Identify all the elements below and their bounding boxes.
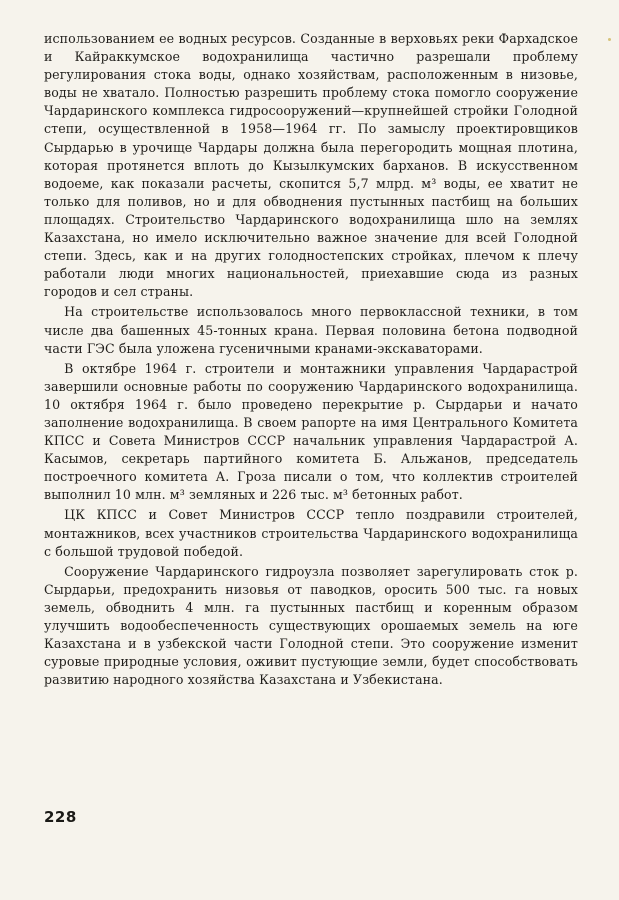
- paragraph-4: ЦК КПСС и Совет Министров СССР тепло поздравили строителей, монтажников, всех участников строительства Чардаринского водохранилища с большой трудовой победой.: [44, 507, 578, 559]
- paper-speck: [608, 38, 611, 41]
- paragraph-2: На строительстве использовалось много первоклассной техники, в том числе два башенных 45-тонных крана. Первая половина бетона подводной части ГЭС была уложена гусеничными кранами-экскаваторами.: [44, 304, 578, 356]
- page-number: 228: [44, 808, 77, 826]
- paragraph-5: Сооружение Чардаринского гидроузла позволяет зарегулировать сток р. Сырдарьи, предохранить низовья от паводков, оросить 500 тыс. га новых земель, обводнить 4 млн. га пустынных пастбищ и коренным образом улучшить водообеспеченность существующих орошаемых земель на юге Казахстана и в узбекской части Голодной степи. Это сооружение изменит суровые природные условия, оживит пустующие земли, будет способствовать развитию народного хозяйства Казахстана и Узбекистана.: [44, 563, 578, 688]
- page-body: [44, 30, 578, 870]
- paragraph-1: использованием ее водных ресурсов. Созданные в верховьях реки Фархадское и Кайраккумское водохранилища частично разрешали проблему регулирования стока воды, однако хозяйствам, расположенным в низовье, воды не хватало. Полностью разрешить проблему стока помогло сооружение Чардаринского комплекса гидросооружений—крупнейшей стройки Голодной степи, осуществленной в 1958—1964 гг. По замыслу проектировщиков Сырдарью в урочище Чардары должна была перегородить мощная плотина, которая протянется вплоть до Кызылкумских барханов. В искусственном водоеме, как показали расчеты, скопится 5,7 млрд. м³ воды, ее хватит не только для поливов, но и для обводнения пустынных пастбищ на больших площадях. Строительство Чардаринского водохранилища шло на землях Казахстана, но имело исключительно важное значение для всей Голодной степи. Здесь, как и на других голодностепских стройках, плечом к плечу работали люди многих национальностей, приехавшие сюда из разных городов и сел страны.: [44, 31, 578, 300]
- paragraph-3: В октябре 1964 г. строители и монтажники управления Чардарастрой завершили основные работы по сооружению Чардаринского водохранилища. 10 октября 1964 г. было проведено перекрытие р. Сырдарьи и начато заполнение водохранилища. В своем рапорте на имя Центрального Комитета КПСС и Совета Министров СССР начальник управления Чардарастрой А. Касымов, секретарь партийного комитета Б. Альжанов, председатель построечного комитета А. Гроза писали о том, что коллектив строителей выполнил 10 млн. м³ земляных и 226 тыс. м³ бетонных работ.: [44, 360, 578, 503]
